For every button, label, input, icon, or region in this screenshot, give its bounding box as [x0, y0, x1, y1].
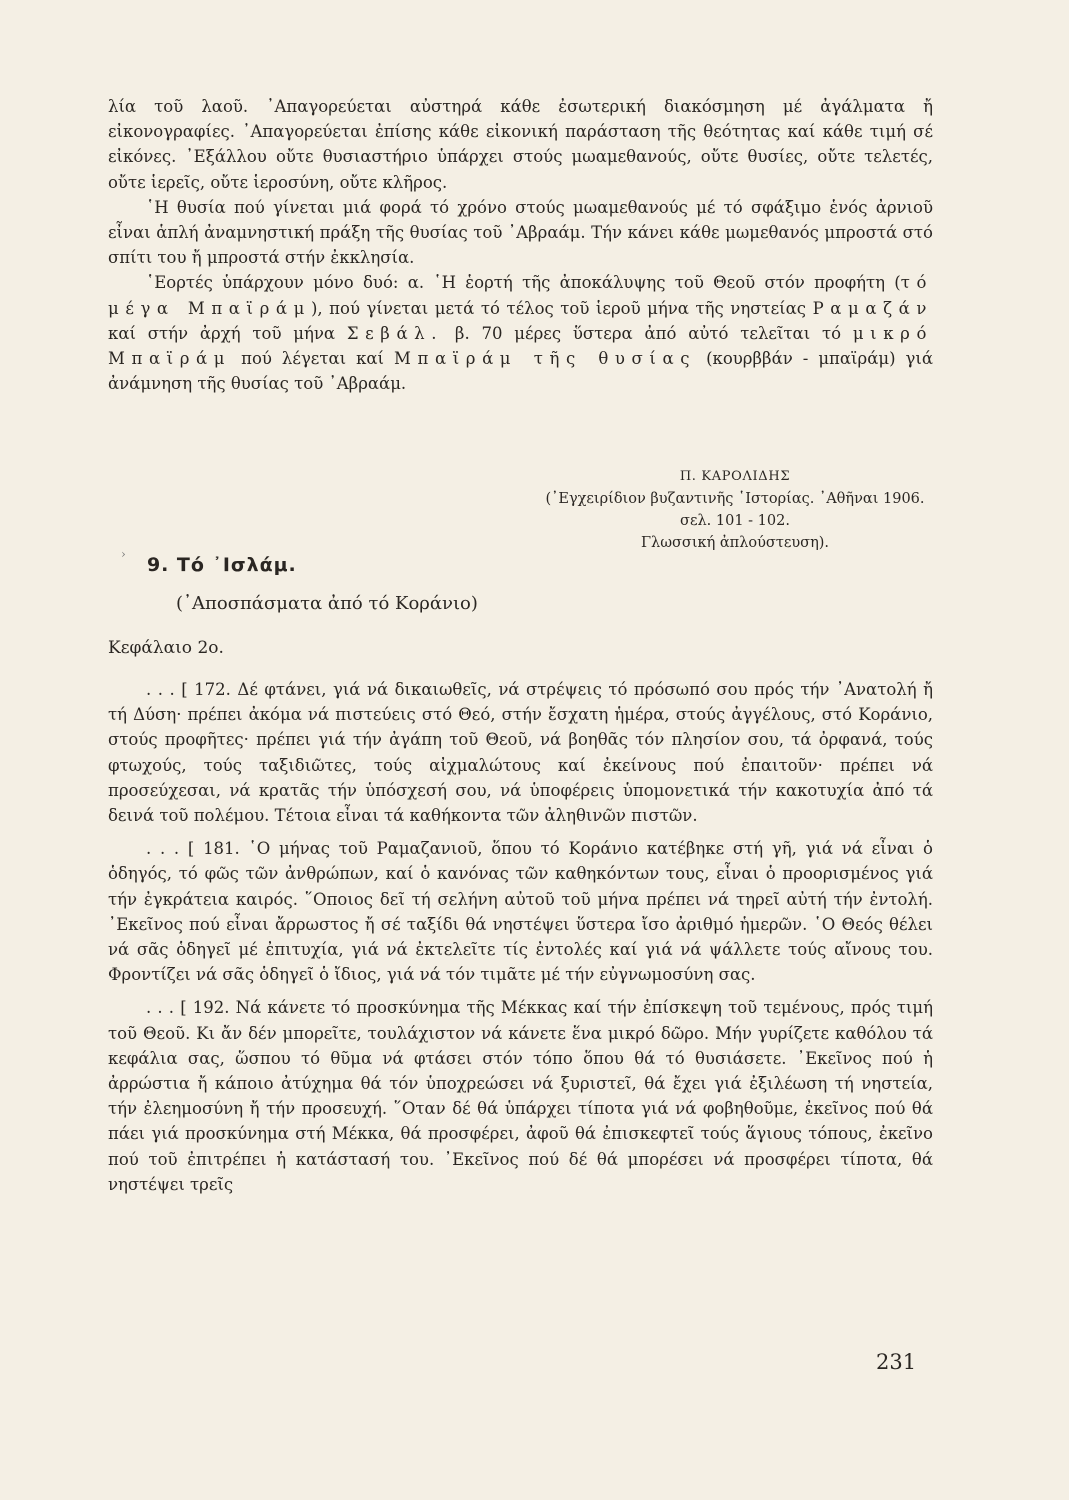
paragraph-sacrifice: ῾Η θυσία πού γίνεται μιά φορά τό χρόνο στούς μωαμεθανούς μέ τό σφάξιμο ἑνός ἀρνιοῦ εἶναι ἁπλή ἀναμνηστική πράξη τῆς θυσίας τοῦ ᾿Αβραάμ. Τήν κάνει κάθε μωμεθανός μπροστά στό σπίτι του ἤ μπροστά στήν ἐκκλησία. — [108, 197, 933, 268]
verse-172: . . . [ 172. Δέ φτάνει, γιά νά δικαιωθεῖς, νά στρέψεις τό πρόσωπό σου πρός τήν ᾿Ανατολή ἤ τή Δύση· πρέπει ἀκόμα νά πιστεύεις στό Θεό, στήν ἔσχατη ἡμέρα, στούς ἀγγέλους, στό Κοράνιο, στούς προφῆτες· πρέπει γιά τήν ἀγάπη τοῦ Θεοῦ, νά βοηθᾶς τόν πλησίον σου, τά ὀρφανά, τούς φτωχούς, τούς ταξιδιῶτες, τούς αἰχμαλώτους καί ἐκείνους πού ἐπαιτοῦν· πρέπει νά προσεύχεσαι, νά κρατᾶς τήν ὑπόσχεσή σου, νά ὑποφέρεις ὑπομονετικά τήν κακοτυχία ἀπό τά δεινά τοῦ πολέμου. Τέτοια εἶναι τά καθήκοντα τῶν ἀληθινῶν πιστῶν. — [108, 680, 933, 826]
festival-text-3: καί στήν ἀρχή τοῦ μήνα — [108, 323, 336, 343]
month-sheval: Σεβάλ. — [346, 323, 444, 343]
margin-mark: › — [121, 547, 126, 561]
verse-181: . . . [ 181. ῾Ο μήνας τοῦ Ραμαζανιοῦ, ὅπου τό Κοράνιο κατέβηκε στή γῆ, γιά νά εἶναι ὁ ὁδηγός, τό φῶς τῶν ἀνθρώπων, καί ὁ κανόνας τῶν καθηκόντων τους, εἶναι ὁ προορισμένος γιά τήν ἐγκράτεια καιρός. ῞Οποιος δεῖ τή σελήνη αὐτοῦ τοῦ μήνα πρέπει νά τηρεῖ αὐτή τήν ἐντολή. ᾿Εκεῖνος πού εἶναι ἄρρωστος ἤ σέ ταξίδι θά νηστέψει ὕστερα ἴσο ἀριθμό ἡμερῶν. ῾Ο Θεός θέλει νά σᾶς ὁδηγεῖ μέ ἐπιτυχία, γιά νά ἐκτελεῖτε τίς ἐντολές καί γιά νά ψάλλετε τούς αἴνους του. Φροντίζει νά σᾶς ὁδηγεῖ ὁ ἴδιος, γιά νά τόν τιμᾶτε μέ τήν εὐγνωμοσύνη σας. — [108, 839, 933, 985]
festival-text-6: (κουρββάν - μπαϊράμ) γιά ἀνάμνηση τῆς θυσίας τοῦ ᾿Αβραάμ. — [108, 349, 933, 394]
festival-name-small-bairam: μικρό Μπαϊράμ — [108, 323, 933, 369]
attribution-author: Π. ΚΑΡΟΛΙΔΗΣ — [679, 469, 791, 484]
paragraph-decoration-ban: λία τοῦ λαοῦ. ᾿Απαγορεύεται αὐστηρά κάθε ἐσωτερική διακόσμηση μέ ἀγάλματα ἤ εἰκονογραφίες. ᾿Απαγορεύεται ἐπίσης κάθε εἰκονική παράσταση τῆς θεότητας καί κάθε τιμή σέ εἰκόνες. ᾿Εξάλλου οὔτε θυσιαστήριο ὑπάρχει στούς μωαμεθανούς, οὔτε θυσίες, οὔτε τελετές, οὔτε ἱερεῖς, οὔτε ἱεροσύνη, οὔτε κλῆρος. — [108, 97, 933, 192]
quran-verses — [108, 677, 933, 1205]
page-number: 231 — [876, 1350, 917, 1374]
top-text-block — [108, 94, 933, 396]
attribution-note: Γλωσσική ἀπλούστευση). — [640, 535, 830, 551]
attribution-block — [540, 466, 930, 554]
festival-name-bairam-of-sacrifice: Μπαϊράμ τῆς θυσίας — [394, 349, 697, 369]
festival-name-great-bairam: τό μέγα Μπαϊράμ — [108, 273, 933, 318]
month-ramadan: Ραμαζάν — [812, 298, 934, 318]
section-heading: 9. Τό ᾿Ισλάμ. — [147, 554, 297, 576]
attribution-source: (᾿Εγχειρίδιον βυζαντινῆς ῾Ιστορίας. ᾿Αθῆναι 1906. σελ. 101 - 102. — [545, 491, 925, 529]
festival-text-5: πού λέγεται καί — [241, 349, 385, 369]
festival-text-1: ῾Εορτές ὑπάρχουν μόνο δυό: α. ῾Η ἑορτή τῆς ἀποκάλυψης τοῦ Θεοῦ στόν προφήτη ( — [146, 273, 901, 293]
paragraph-festivals — [108, 270, 933, 396]
section-subheading: (᾿Αποσπάσματα ἀπό τό Κοράνιο) — [176, 593, 478, 614]
festival-text-2: ), πού γίνεται μετά τό τέλος τοῦ ἱεροῦ μήνα τῆς νηστείας — [310, 298, 807, 318]
festival-text-4: β. 70 μέρες ὕστερα ἀπό αὐτό τελεῖται τό — [454, 323, 842, 343]
chapter-title: Κεφάλαιο 2ο. — [108, 638, 224, 658]
verse-192: . . . [ 192. Νά κάνετε τό προσκύνημα τῆς Μέκκας καί τήν ἐπίσκεψη τοῦ τεμένους, πρός τιμή τοῦ Θεοῦ. Κι ἄν δέν μπορεῖτε, τουλάχιστον νά κάνετε ἕνα μικρό δῶρο. Μήν γυρίζετε καθόλου τά κεφάλια σας, ὥσπου τό θῦμα νά φτάσει στόν τόπο ὅπου θά τό θυσιάσετε. ᾿Εκεῖνος πού ἡ ἀρρώστια ἤ κάποιο ἀτύχημα θά τόν ὑποχρεώσει νά ξυριστεῖ, θά ἔχει γιά ἐξιλέωση τή νηστεία, τήν ἐλεημοσύνη ἤ τήν προσευχή. ῞Οταν δέ θά ὑπάρχει τίποτα γιά νά φοβηθοῦμε, ἐκεῖνος πού θά πάει γιά προσκύνημα στή Μέκκα, θά προσφέρει, ἀφοῦ θά ἐπισκεφτεῖ τούς ἅγιους τόπους, ἐκεῖνο πού τοῦ ἐπιτρέπει ἡ κατάστασή του. ᾿Εκεῖνος πού δέ θά μπορέσει νά προσφέρει τίποτα, θά νηστέψει τρεῖς — [108, 998, 933, 1194]
